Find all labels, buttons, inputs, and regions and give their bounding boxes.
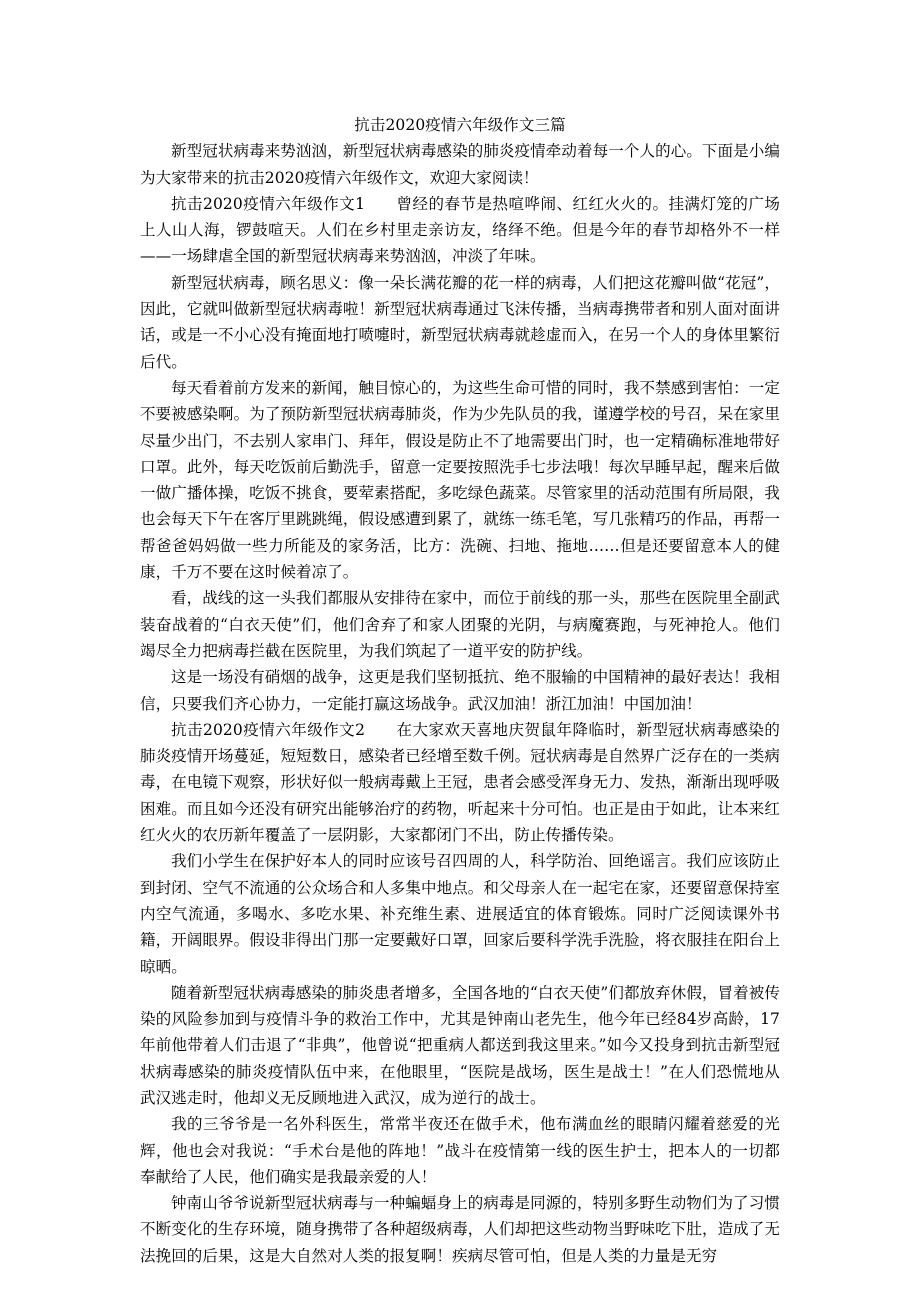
paragraph	[140, 1111, 780, 1190]
paragraph-intro	[140, 138, 780, 191]
paragraph-text: 随着新型冠状病毒感染的肺炎患者增多，全国各地的“白衣天使”们都放弃休假，冒着被传染的风险参加到与疫情斗争的救治工作中，尤其是钟南山老先生，他今年已经84岁高龄，17年前他带着人们击退了“非典”，他曾说“把重病人都送到我这里来。”如今又投身到抗击新型冠状病毒感染的肺炎疫情队伍中来，在他眼里，“医院是战场，医生是战士！”在人们恐慌地从武汉逃走时，他却义无反顾地进入武汉，成为逆行的战士。	[140, 983, 780, 1107]
paragraph	[140, 585, 780, 664]
paragraph	[140, 375, 780, 585]
document-title: 抗击2020疫情六年级作文三篇	[354, 116, 566, 134]
paragraph-text: 看，战线的这一头我们都服从安排待在家中，而位于前线的那一头，那些在医院里全副武装奋战着的“白衣天使”们，他们舍弃了和家人团聚的光阴，与病魔赛跑，与死神抢人。他们竭尽全力把病毒拦截在医院里，为我们筑起了一道平安的防护线。	[140, 589, 780, 660]
paragraph-text: 我的三爷爷是一名外科医生，常常半夜还在做手术，他布满血丝的眼睛闪耀着慈爱的光辉，他也会对我说：“手术台是他的阵地！”战斗在疫情第一线的医生护士，把本人的一切都奉献给了人民，他们确实是我最亲爱的人！	[140, 1115, 780, 1186]
document-page	[140, 112, 780, 1269]
paragraph	[140, 980, 780, 1111]
paragraph-text: 这是一场没有硝烟的战争，这更是我们坚韧抵抗、绝不服输的中国精神的最好表达！我相信，只要我们齐心协力，一定能打赢这场战争。武汉加油！浙江加油！中国加油！	[140, 668, 780, 713]
paragraph-text: 新型冠状病毒来势汹汹，新型冠状病毒感染的肺炎疫情牵动着每一个人的心。下面是小编为大家带来的抗击2020疫情六年级作文，欢迎大家阅读！	[140, 142, 780, 187]
paragraph-essay-1-start	[140, 191, 780, 270]
paragraph-text: 我们小学生在保护好本人的同时应该号召四周的人，科学防治、回绝谣言。我们应该防止到封闭、空气不流通的公众场合和人多集中地点。和父母亲人在一起宅在家，还要留意保持室内空气流通，多喝水、多吃水果、补充维生素、进展适宜的体育锻炼。同时广泛阅读课外书籍，开阔眼界。假设非得出门那一定要戴好口罩，回家后要科学洗手洗脸，将衣服挂在阳台上晾晒。	[140, 852, 780, 976]
paragraph	[140, 848, 780, 979]
paragraph-text: 每天看着前方发来的新闻，触目惊心的，为这些生命可惜的同时，我不禁感到害怕：一定不要被感染啊。为了预防新型冠状病毒肺炎，作为少先队员的我，谨遵学校的号召，呆在家里尽量少出门，不去别人家串门、拜年，假设是防止不了地需要出门时，也一定精确标准地带好口罩。此外，每天吃饭前后勤洗手，留意一定要按照洗手七步法哦！每次早睡早起，醒来后做一做广播体操，吃饭不挑食，要荤素搭配，多吃绿色蔬菜。尽管家里的活动范围有所局限，我也会每天下午在客厅里跳跳绳，假设感遭到累了，就练一练毛笔，写几张精巧的作品，再帮一帮爸爸妈妈做一些力所能及的家务活，比方：洗碗、扫地、拖地……但是还要留意本人的健康，千万不要在这时候着凉了。	[140, 378, 780, 582]
paragraph-text: 钟南山爷爷说新型冠状病毒与一种蝙蝠身上的病毒是同源的，特别多野生动物们为了习惯不断变化的生存环境，随身携带了各种超级病毒，人们却把这些动物当野味吃下肚，造成了无法挽回的后果，这是大自然对人类的报复啊！疾病尽管可怕，但是人类的力量是无穷	[140, 1194, 780, 1265]
paragraph	[140, 1190, 780, 1269]
essay-heading-1: 抗击2020疫情六年级作文1	[171, 194, 366, 213]
paragraph	[140, 664, 780, 717]
paragraph-essay-2-start	[140, 717, 780, 848]
paragraph-text: 新型冠状病毒，顾名思义：像一朵长满花瓣的花一样的病毒，人们把这花瓣叫做“花冠”，因此，它就叫做新型冠状病毒啦！新型冠状病毒通过飞沫传播，当病毒携带者和别人面对面讲话，或是一不小心没有掩面地打喷嚏时，新型冠状病毒就趁虚而入，在另一个人的身体里繁衍后代。	[140, 273, 780, 371]
essay-heading-2: 抗击2020疫情六年级作文2	[171, 720, 366, 739]
paragraph-text: 曾经的春节是热喧哗闹、红红火火的。挂满灯笼的广场上人山人海，锣鼓喧天。人们在乡村里走亲访友，络绎不绝。但是今年的春节却格外不一样——一场肆虐全国的新型冠状病毒来势汹汹，冲淡了年味。	[140, 194, 780, 266]
paragraph-text: 在大家欢天喜地庆贺鼠年降临时，新型冠状病毒感染的肺炎疫情开场蔓延，短短数日，感染者已经增至数千例。冠状病毒是自然界广泛存在的一类病毒，在电镜下观察，形状好似一般病毒戴上王冠，患者会感受浑身无力、发热，渐渐出现呼吸困难。而且如今还没有研究出能够治疗的药物，听起来十分可怕。也正是由于如此，让本来红红火火的农历新年覆盖了一层阴影，大家都闭门不出，防止传播传染。	[140, 720, 780, 845]
paragraph	[140, 270, 780, 375]
